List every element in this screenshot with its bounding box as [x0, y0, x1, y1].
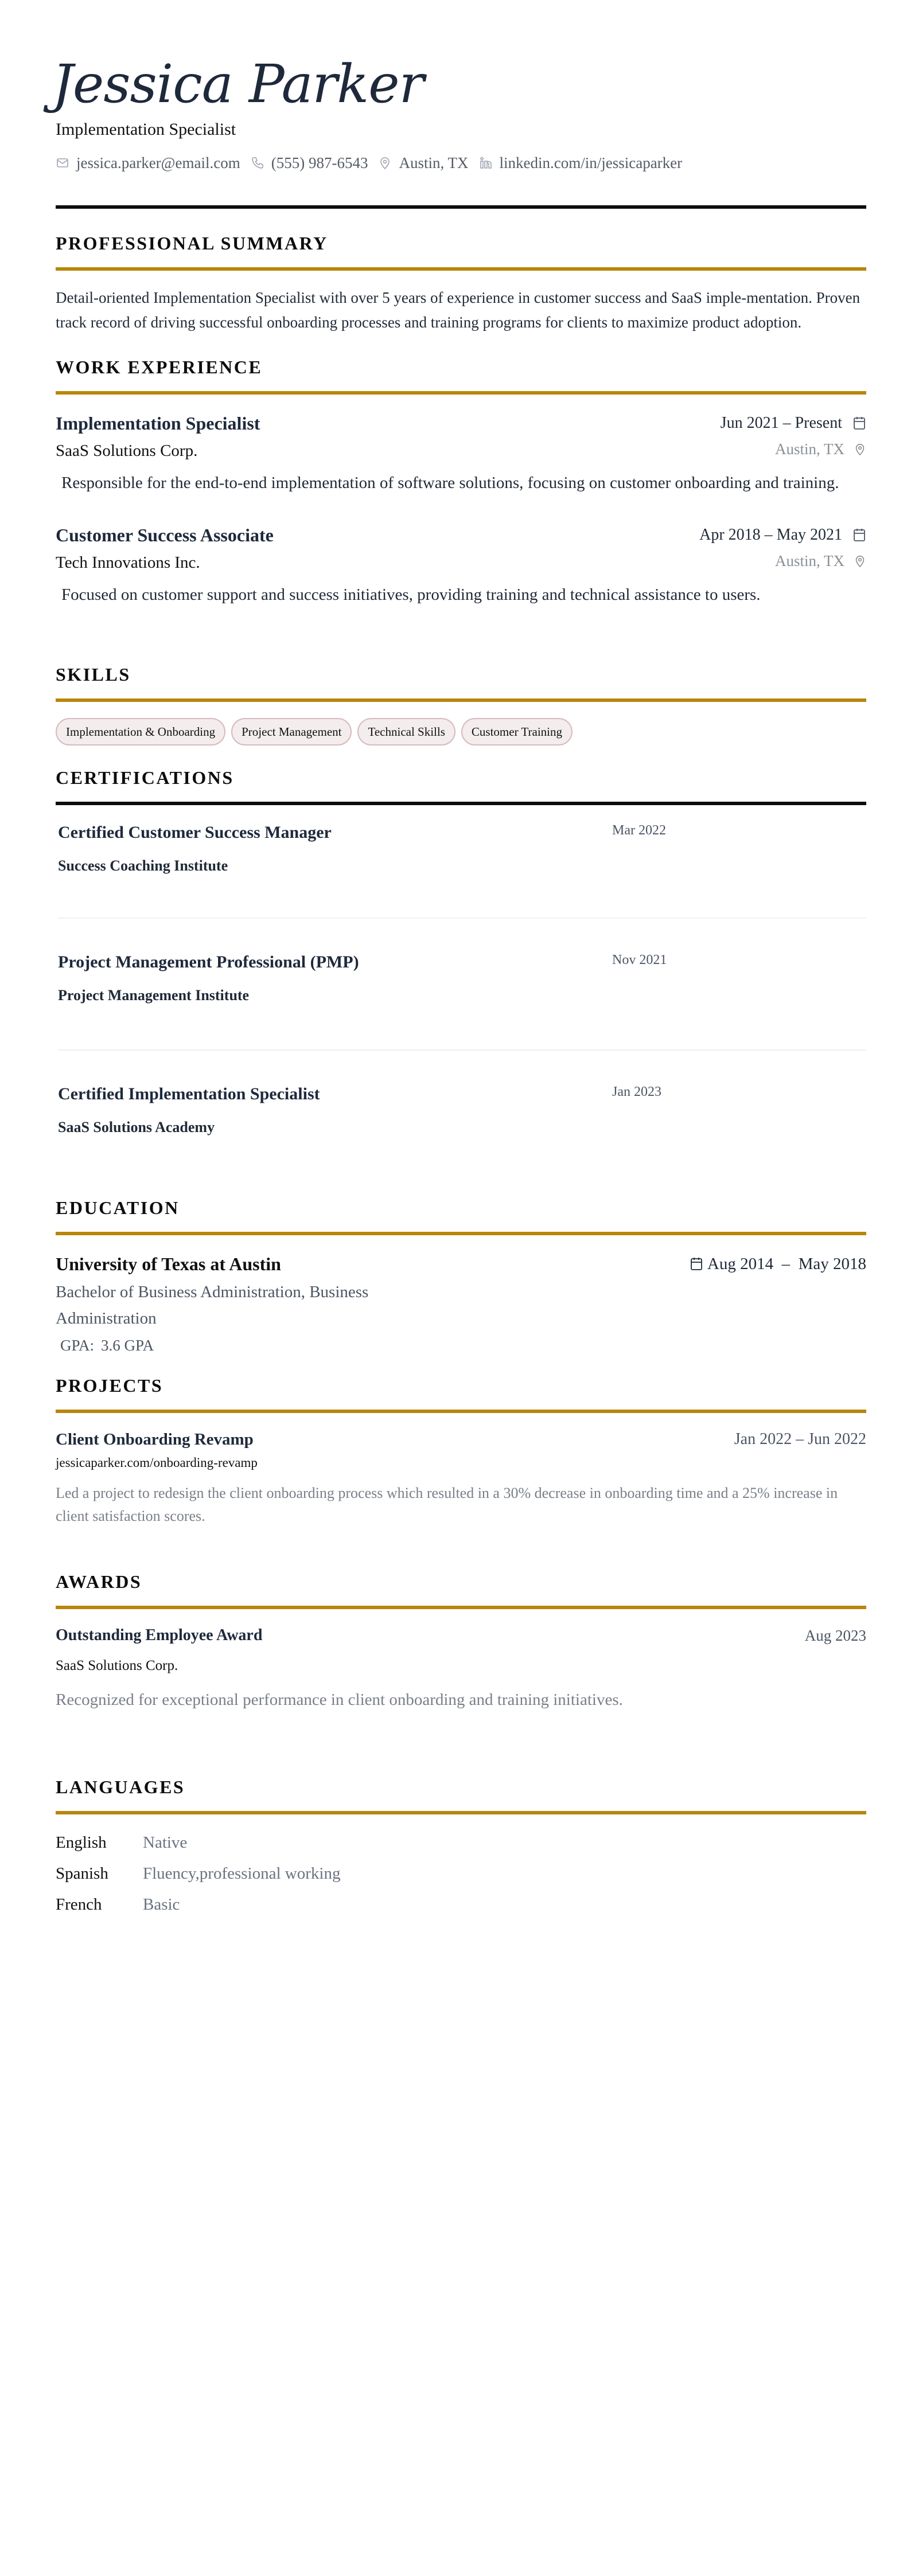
- summary-section: [56, 232, 866, 335]
- projects-heading: PROJECTS: [56, 1375, 163, 1396]
- education-heading: EDUCATION: [56, 1197, 180, 1218]
- experience-heading: WORK EXPERIENCE: [56, 357, 263, 377]
- award-organization: SaaS Solutions Corp.: [56, 1658, 178, 1673]
- job-entry: [56, 411, 866, 496]
- education-degree: Bachelor of Business Administration, Business Administration: [56, 1283, 369, 1328]
- job-description: Responsible for the end-to-end implementation of software solutions, focusing on customer onboarding and training.: [61, 474, 839, 492]
- contact-linkedin[interactable]: [479, 153, 683, 173]
- award-name: Outstanding Employee Award: [56, 1626, 263, 1644]
- section-divider: [56, 1811, 866, 1814]
- candidate-title: Implementation Specialist: [56, 120, 236, 139]
- section-divider: [56, 1606, 866, 1609]
- language-level: Fluency,professional working: [143, 1864, 341, 1883]
- education-dates-text: Aug 2014 – May 2018: [707, 1254, 866, 1273]
- location-pin-icon: [854, 554, 866, 568]
- education-school: University of Texas at Austin: [56, 1254, 281, 1274]
- contact-location-text: Austin, TX: [399, 154, 469, 171]
- skill-tag: Customer Training: [461, 718, 573, 746]
- candidate-name: Jessica Parker: [52, 53, 424, 115]
- certification-issuer: Project Management Institute: [58, 987, 250, 1004]
- resume-header: [52, 53, 866, 209]
- job-role: Customer Success Associate: [56, 525, 274, 545]
- certification-issuer: Success Coaching Institute: [58, 857, 228, 874]
- job-description: Focused on customer support and success initiatives, providing training and technical assistance to users.: [61, 586, 761, 604]
- language-level: Native: [143, 1833, 188, 1852]
- calendar-icon: [852, 416, 866, 431]
- languages-section: [56, 1775, 866, 1920]
- contact-linkedin-text: linkedin.com/in/jessicaparker: [499, 154, 683, 171]
- project-entry: [56, 1428, 866, 1528]
- certification-entry: [56, 1051, 866, 1163]
- project-dates: Jan 2022 – Jun 2022: [734, 1430, 866, 1448]
- job-company: SaaS Solutions Corp.: [56, 442, 198, 460]
- skills-section: [56, 663, 866, 746]
- job-dates: [721, 414, 866, 432]
- contact-list: [56, 153, 866, 173]
- certification-date: Mar 2022: [612, 823, 666, 838]
- contact-email[interactable]: [56, 153, 240, 173]
- summary-heading: PROFESSIONAL SUMMARY: [56, 233, 328, 253]
- job-dates: [699, 526, 866, 544]
- summary-text: Detail-oriented Implementation Specialist with over 5 years of experience in customer success and SaaS imple-mentation. Proven track record of driving successful onboarding processes and training programs for clients to maximize product adoption.: [56, 289, 861, 331]
- certification-entry: [56, 919, 866, 1049]
- calendar-icon: [852, 528, 866, 542]
- certification-issuer: SaaS Solutions Academy: [58, 1119, 215, 1135]
- awards-section: [56, 1570, 866, 1712]
- education-section: [56, 1196, 866, 1357]
- section-divider: [56, 698, 866, 702]
- award-entry: [56, 1624, 866, 1712]
- language-name: English: [56, 1833, 107, 1852]
- mail-icon: [56, 156, 69, 170]
- certification-name: Certified Implementation Specialist: [58, 1084, 320, 1103]
- job-location-text: Austin, TX: [774, 552, 844, 569]
- job-role: Implementation Specialist: [56, 413, 260, 434]
- job-location-text: Austin, TX: [774, 440, 844, 458]
- skill-tags: [56, 718, 866, 746]
- contact-phone[interactable]: [251, 153, 368, 173]
- project-link[interactable]: jessicaparker.com/onboarding-revamp: [56, 1455, 258, 1470]
- skill-tag: Technical Skills: [357, 718, 455, 746]
- contact-location: [378, 153, 468, 173]
- calendar-icon: [690, 1256, 703, 1271]
- certification-entry: [56, 805, 866, 918]
- gpa-label: GPA:: [60, 1337, 95, 1354]
- award-description: Recognized for exceptional performance in client onboarding and training initiatives.: [56, 1691, 623, 1709]
- certification-name: Certified Customer Success Manager: [58, 823, 332, 842]
- contact-phone-text: (555) 987-6543: [271, 154, 368, 171]
- certification-date: Jan 2023: [612, 1084, 661, 1099]
- contact-email-text: jessica.parker@email.com: [76, 154, 240, 171]
- language-name: French: [56, 1895, 102, 1914]
- language-row: [56, 1827, 866, 1858]
- skill-tag: Implementation & Onboarding: [56, 718, 225, 746]
- section-divider: [56, 391, 866, 395]
- phone-icon: [251, 156, 264, 170]
- award-date: Aug 2023: [804, 1626, 866, 1644]
- job-entry: [56, 522, 866, 608]
- job-dates-text: Jun 2021 – Present: [720, 414, 842, 432]
- job-location: [775, 552, 866, 570]
- skills-heading: SKILLS: [56, 664, 131, 685]
- gpa-value: 3.6 GPA: [101, 1337, 154, 1354]
- project-description: Led a project to redesign the client onboarding process which resulted in a 30% decrease in onboarding time and a 25% increase in client satisfaction scores.: [56, 1485, 838, 1524]
- certification-name: Project Management Professional (PMP): [58, 953, 359, 971]
- skill-tag: Project Management: [231, 718, 352, 746]
- certifications-section: [56, 766, 866, 1163]
- language-row: [56, 1858, 866, 1889]
- header-divider: [56, 205, 866, 209]
- experience-section: [56, 356, 866, 608]
- language-name: Spanish: [56, 1864, 108, 1883]
- section-divider: [56, 1410, 866, 1413]
- section-divider: [56, 1232, 866, 1235]
- linkedin-icon: [479, 156, 493, 170]
- location-pin-icon: [854, 442, 866, 456]
- certification-date: Nov 2021: [612, 953, 667, 967]
- language-list: [56, 1827, 866, 1920]
- language-level: Basic: [143, 1895, 180, 1914]
- education-gpa: [56, 1334, 866, 1357]
- projects-section: [56, 1374, 866, 1528]
- job-dates-text: Apr 2018 – May 2021: [699, 526, 842, 544]
- project-name: Client Onboarding Revamp: [56, 1430, 254, 1449]
- certifications-heading: CERTIFICATIONS: [56, 767, 234, 788]
- language-row: [56, 1889, 866, 1920]
- section-divider: [56, 267, 866, 271]
- languages-heading: LANGUAGES: [56, 1777, 185, 1797]
- location-pin-icon: [378, 156, 392, 170]
- job-location: [775, 440, 866, 458]
- awards-heading: AWARDS: [56, 1571, 142, 1592]
- job-company: Tech Innovations Inc.: [56, 553, 200, 572]
- education-dates: [690, 1255, 866, 1274]
